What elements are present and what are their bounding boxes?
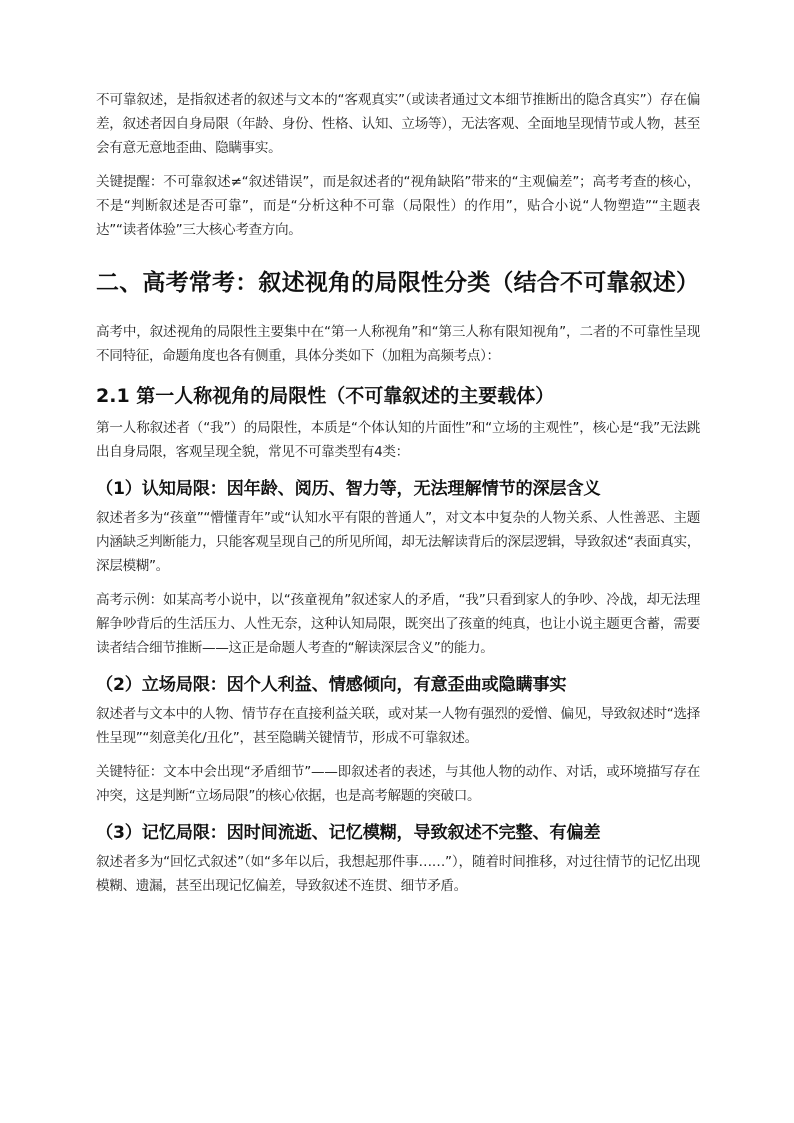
item-1-example: 高考示例：如某高考小说中，以“孩童视角”叙述家人的矛盾，“我”只看到家人的争吵、冷战，却无法理解争吵背后的生活压力、人性无奈，这种认知局限，既突出了孩童的纯真，也让小说主题更含蓄，需要读者结合细节推断——这正是命题人考查的“解读深层含义”的能力。 — [96, 592, 700, 656]
item-2-body: 叙述者与文本中的人物、情节存在直接利益关联，或对某一人物有强烈的爱憎、偏见，导致叙述时“选择性呈现”“刻意美化/丑化”，甚至隐瞒关键情节，形成不可靠叙述。 — [96, 706, 700, 746]
section-2-intro: 高考中，叙述视角的局限性主要集中在“第一人称视角”和“第三人称有限知视角”，二者的不可靠性呈现不同特征，命题角度也各有侧重，具体分类如下（加粗为高频考点）： — [96, 324, 700, 364]
item-3-heading: （3）记忆局限：因时间流逝、记忆模糊，导致叙述不完整、有偏差 — [96, 823, 601, 843]
section-2-1-intro: 第一人称叙述者（“我”）的局限性，本质是“个体认知的片面性”和“立场的主观性”，核心是“我”无法跳出自身局限，客观呈现全貌，常见不可靠类型有4类： — [96, 420, 700, 460]
item-2-feature: 关键特征：文本中会出现“矛盾细节”——即叙述者的表述，与其他人物的动作、对话，或环境描写存在冲突，这是判断“立场局限”的核心依据，也是高考解题的突破口。 — [96, 764, 700, 804]
item-3-body: 叙述者多为“回忆式叙述”（如“多年以后，我想起那件事……”），随着时间推移，对过往情节的记忆出现模糊、遗漏，甚至出现记忆偏差，导致叙述不连贯、细节矛盾。 — [96, 854, 700, 894]
section-2-1-heading: 2.1 第一人称视角的局限性（不可靠叙述的主要载体） — [96, 385, 555, 407]
item-1-heading: （1）认知局限：因年龄、阅历、智力等，无法理解情节的深层含义 — [96, 479, 601, 499]
key-reminder-paragraph: 关键提醒：不可靠叙述≠“叙述错误”，而是叙述者的“视角缺陷”带来的“主观偏差”；高考考查的核心，不是“判断叙述是否可靠”，而是“分析这种不可靠（局限性）的作用”，贴合小说“人物塑造”“主题表达”“读者体验”三大核心考查方向。 — [96, 174, 700, 238]
item-2-heading: （2）立场局限：因个人利益、情感倾向，有意歪曲或隐瞒事实 — [96, 675, 567, 695]
item-1-body: 叙述者多为“孩童”“懵懂青年”或“认知水平有限的普通人”，对文本中复杂的人物关系、人性善恶、主题内涵缺乏判断能力，只能客观呈现自己的所见所闻，却无法解读背后的深层逻辑，导致叙述“表面真实，深层模糊”。 — [96, 510, 700, 574]
section-2-heading: 二、高考常考：叙述视角的局限性分类（结合不可靠叙述） — [96, 270, 700, 296]
definition-paragraph: 不可靠叙述，是指叙述者的叙述与文本的“客观真实”（或读者通过文本细节推断出的隐含真实”）存在偏差，叙述者因自身局限（年龄、身份、性格、认知、立场等），无法客观、全面地呈现情节或人物，甚至会有意无意地歪曲、隐瞒事实。 — [96, 92, 700, 156]
document-page — [96, 88, 700, 898]
